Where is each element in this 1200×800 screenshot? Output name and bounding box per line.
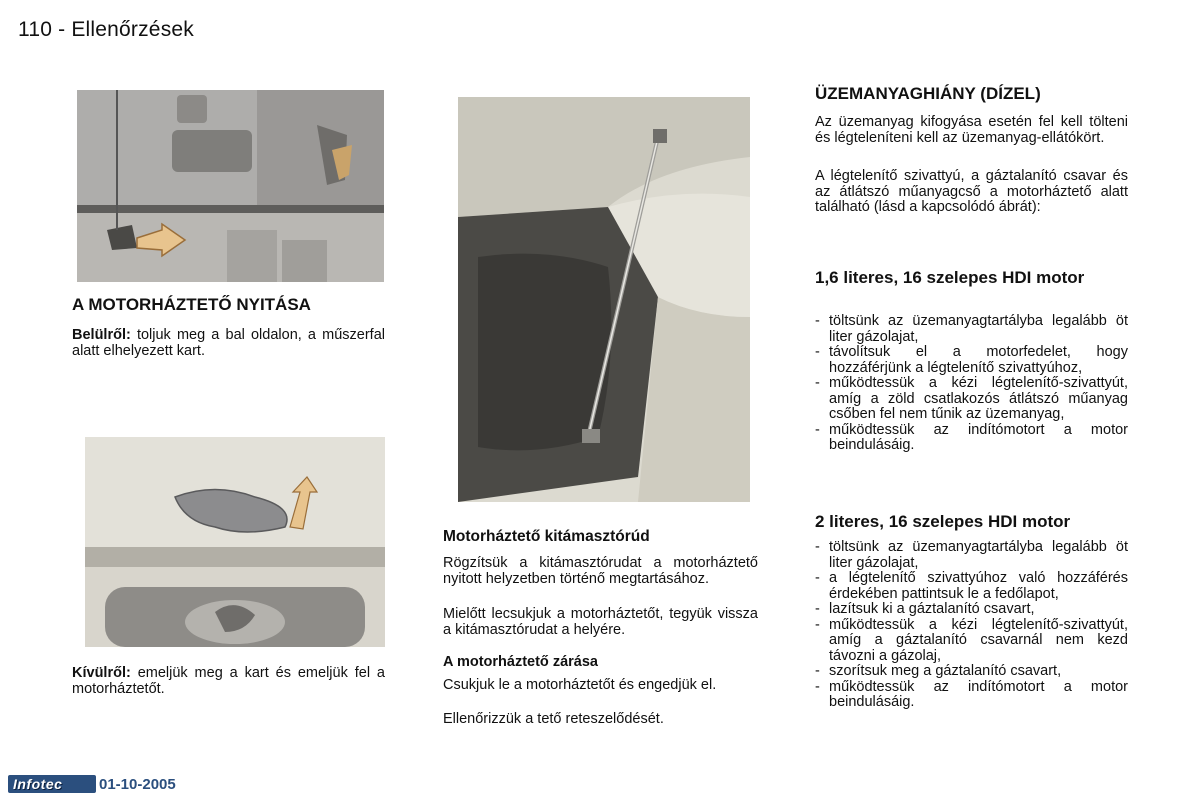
list-item: - működtessük a kézi légtelenítő-szivattyút, amíg a gáztalanító csavarnál nem kezd távozni a gázolaj,: [815, 618, 1128, 665]
fuel-shortage-title: ÜZEMANYAGHIÁNY (DÍZEL): [815, 84, 1041, 103]
outside-text: emeljük meg a kart és emeljük fel a motorháztetőt.: [72, 665, 385, 697]
inside-paragraph: [72, 328, 385, 359]
logo-text: Infotec: [13, 776, 63, 792]
engine-2l-title: 2 literes, 16 szelepes HDI motor: [815, 512, 1071, 531]
list-item: - töltsünk az üzemanyagtartályba legalább öt liter gázolajat,: [815, 314, 1128, 345]
outside-label: Kívülről:: [72, 665, 131, 681]
interior-lever-photo: [77, 90, 384, 282]
hood-closing-paragraph-1: Csukjuk le a motorháztetőt és engedjük el.: [443, 677, 717, 693]
list-item: - működtessük az indítómotort a motor beindulásáig.: [815, 423, 1128, 454]
hood-closing-title: A motorháztető zárása: [443, 654, 598, 670]
publication-date: 01-10-2005: [99, 776, 176, 793]
fuel-paragraph-1: Az üzemanyag kifogyása esetén fel kell tölteni és légteleníteni kell az üzemanyag-ellátókört.: [815, 114, 1128, 146]
exterior-lever-photo: [85, 437, 385, 647]
support-rod-paragraph-1: Rögzítsük a kitámasztórudat a motorháztető nyitott helyzetben történő megtartásához.: [443, 555, 758, 587]
hood-closing-paragraph-2: Ellenőrizzük a tető reteszelődését.: [443, 711, 664, 727]
page-title: 110 - Ellenőrzések: [18, 18, 194, 41]
engine-16-title: 1,6 literes, 16 szelepes HDI motor: [815, 268, 1085, 287]
list-item: - töltsünk az üzemanyagtartályba legalább öt liter gázolajat,: [815, 540, 1128, 571]
support-rod-photo: [458, 97, 750, 502]
inside-label: Belülről:: [72, 327, 131, 343]
support-rod-paragraph-2: Mielőtt lecsukjuk a motorháztetőt, tegyük vissza a kitámasztórudat a helyére.: [443, 606, 758, 638]
inside-text: toljuk meg a bal oldalon, a műszerfal alatt elhelyezett kart.: [72, 327, 385, 359]
engine-16-steps: [815, 314, 1128, 454]
list-item: - lazítsuk ki a gáztalanító csavart,: [815, 602, 1128, 618]
infotec-logo: [8, 775, 96, 793]
outside-paragraph: [72, 666, 385, 697]
list-item: - a légtelenítő szivattyúhoz való hozzáférés érdekében pattintsuk le a fedőlapot,: [815, 571, 1128, 602]
fuel-paragraph-2: A légtelenítő szivattyú, a gáztalanító csavar és az átlátszó műanyagcső a motorháztető alatt található (lásd a kapcsolódó ábrát):: [815, 168, 1128, 215]
list-item: - működtessük a kézi légtelenítő-szivattyút, amíg a zöld csatlakozós átlátszó műanyag csőben fel nem tűnik az üzemanyag,: [815, 376, 1128, 423]
support-rod-title: Motorháztető kitámasztórúd: [443, 528, 650, 545]
engine-2l-steps: [815, 540, 1128, 711]
list-item: - távolítsuk el a motorfedelet, hogy hozzáférjünk a légtelenítő szivattyúhoz,: [815, 345, 1128, 376]
hood-opening-title: A MOTORHÁZTETŐ NYITÁSA: [72, 295, 311, 314]
list-item: - szorítsuk meg a gáztalanító csavart,: [815, 664, 1128, 680]
list-item: - működtessük az indítómotort a motor beindulásáig.: [815, 680, 1128, 711]
